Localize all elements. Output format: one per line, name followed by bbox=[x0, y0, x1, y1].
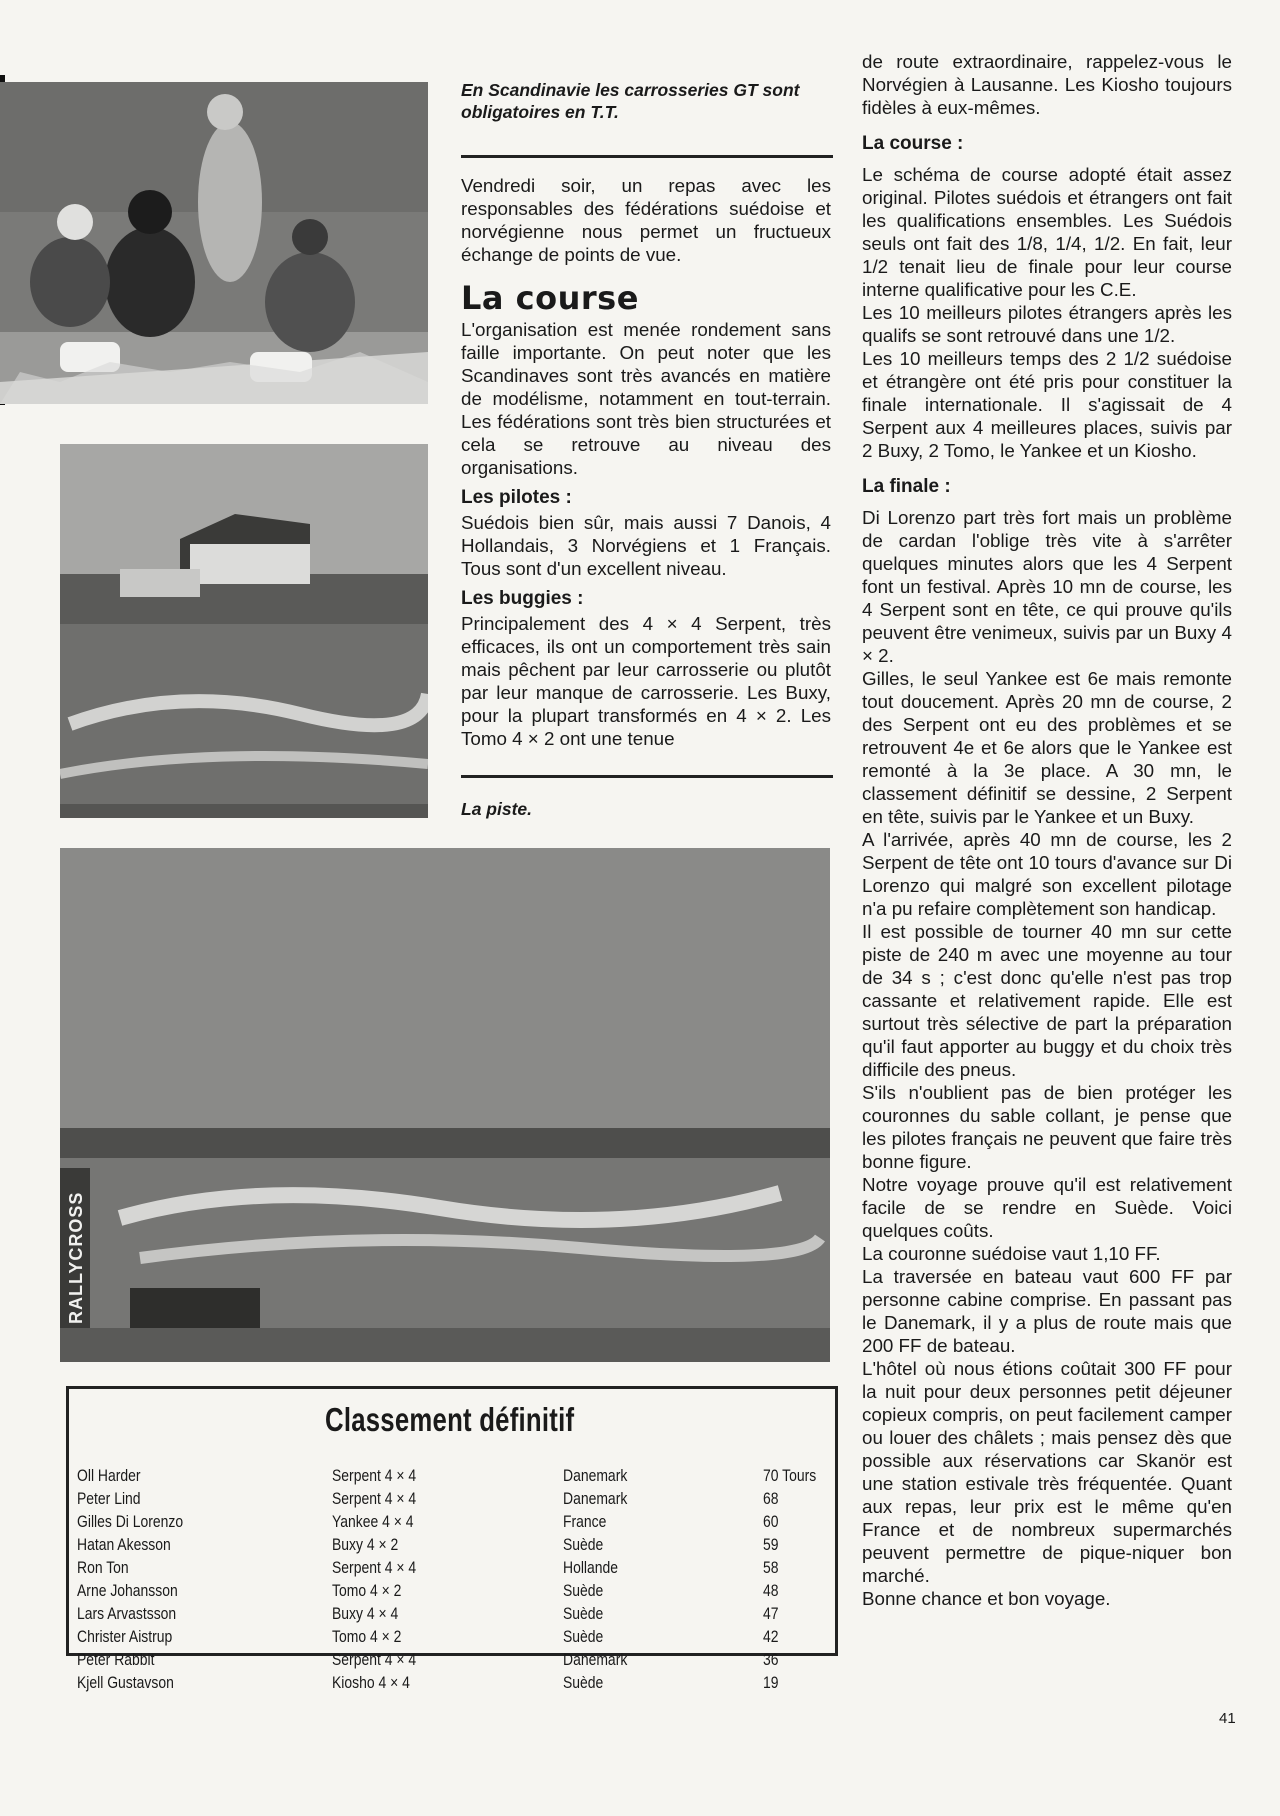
voyage-paragraph-5: Bonne chance et bon voyage. bbox=[862, 1588, 1111, 1609]
voyage-paragraph-4: L'hôtel où nous étions coûtait 300 FF pour la nuit pour deux personnes petit déjeuner copieux compris, on peut facilement camper ou louer des châlets ; mais pensez dès que possible aux réservations car Skanör est une station estivale très fréquentée. Quant aux repas, leur prix est le même qu'en France et de nombreux supermarchés peuvent permettre de pique-niquer bon marché. bbox=[862, 1358, 1232, 1586]
tours-cell: 59 bbox=[763, 1535, 779, 1554]
heading-les-buggies: Les buggies : bbox=[461, 588, 584, 609]
finale-paragraph-4: Il est possible de tourner 40 mn sur cette piste de 240 m avec une moyenne au tour de 34 s ; c'est donc qu'elle n'est pas trop cassante et relativement rapide. Elle est surtout très sélective de part la préparation qu'il faut apporter au buggy et du choix très difficile des pneus. bbox=[862, 921, 1232, 1080]
rule-top bbox=[461, 155, 833, 158]
caption-la-piste bbox=[461, 798, 661, 820]
pilote-cell: Gilles Di Lorenzo bbox=[77, 1512, 184, 1531]
finale-paragraph-3: A l'arrivée, après 40 mn de course, les 2 Serpent de tête ont 10 tours d'avance sur Di Lorenzo qui malgré son excellent pilotage n'a pu refaire complètement son handicap. bbox=[862, 829, 1232, 919]
voiture-cell: Buxy 4 × 2 bbox=[332, 1535, 399, 1554]
voiture-cell: Serpent 4 × 4 bbox=[332, 1489, 417, 1508]
rule-piste bbox=[461, 775, 833, 778]
tours-cell: 36 bbox=[763, 1650, 779, 1669]
voyage-paragraph-2: La couronne suédoise vaut 1,10 FF. bbox=[862, 1243, 1161, 1264]
photo-la-piste bbox=[60, 848, 830, 1362]
photo-house-track bbox=[60, 444, 428, 818]
heading-la-course: La course bbox=[461, 279, 639, 317]
voiture-cell: Serpent 4 × 4 bbox=[332, 1466, 417, 1485]
caption-scandinavie bbox=[461, 79, 833, 123]
pilote-cell: Ron Ton bbox=[77, 1558, 129, 1577]
voiture-cell: Tomo 4 × 2 bbox=[332, 1581, 402, 1600]
voiture-cell: Tomo 4 × 2 bbox=[332, 1627, 402, 1646]
page-number: 41 bbox=[1219, 1710, 1236, 1727]
voiture-cell: Buxy 4 × 4 bbox=[332, 1604, 399, 1623]
heading-les-pilotes: Les pilotes : bbox=[461, 487, 572, 508]
column-right bbox=[862, 50, 1232, 1610]
pays-cell: Suède bbox=[563, 1627, 604, 1646]
pays-cell: Hollande bbox=[563, 1558, 619, 1577]
pays-cell: Danemark bbox=[563, 1489, 628, 1508]
tours-cell: 70 Tours bbox=[763, 1466, 817, 1485]
voiture-cell: Yankee 4 × 4 bbox=[332, 1512, 414, 1531]
finale-paragraph-1: Di Lorenzo part très fort mais un problème de cardan l'oblige très vite à s'arrêter quelques minutes alors que les 4 Serpent font un festival. Après 10 mn de course, les 4 Serpent sont en tête, ce qui prouve qu'ils peuvent être venimeux, suivis par un Buxy 4 × 2. bbox=[862, 507, 1232, 666]
tours-cell: 42 bbox=[763, 1627, 779, 1646]
heading-la-finale: La finale : bbox=[862, 476, 951, 497]
buggies-paragraph: Principalement des 4 × 4 Serpent, très efficaces, ils ont un comportement très sain mais pêchent par leur carrosserie ou plutôt par leur manque de carrosserie. Les Buxy, pour la plupart transformés en 4 × 2. Les Tomo 4 × 2 ont une tenue bbox=[461, 613, 831, 749]
pilote-cell: Peter Rabbit bbox=[77, 1650, 155, 1669]
pays-cell: Danemark bbox=[563, 1466, 628, 1485]
course-paragraph-3: Les 10 meilleurs temps des 2 1/2 suédoise et étrangère ont été pris pour constituer la finale internationale. Il s'agissait de 4 Serpent aux 4 meilleures places, suivis par 2 Buxy, 2 Tomo, le Yankee et un Kiosho. bbox=[862, 348, 1232, 461]
pays-cell: Suède bbox=[563, 1673, 604, 1692]
voiture-cell: Serpent 4 × 4 bbox=[332, 1650, 417, 1669]
tours-cell: 47 bbox=[763, 1604, 779, 1623]
rallycross-sign: RALLYCROSS bbox=[66, 1191, 86, 1324]
finale-paragraph-2: Gilles, le seul Yankee est 6e mais remonte tout doucement. Après 20 mn de course, 2 des Serpent ont eu des problèmes et se retrouvent 4e et 6e alors que le Yankee est remonté à la 3e place. A 30 mn, le classement définitif se dessine, 2 Serpent en tête, suivis par le Yankee et un Buxy. bbox=[862, 668, 1232, 827]
voyage-paragraph-3: La traversée en bateau vaut 600 FF par personne cabine comprise. En passant pas le Danemark, il y a plus de route mais que 200 FF de bateau. bbox=[862, 1266, 1232, 1356]
tours-cell: 19 bbox=[763, 1673, 779, 1692]
tours-cell: 48 bbox=[763, 1581, 779, 1600]
intro-paragraph: Vendredi soir, un repas avec les responsables des fédérations suédoise et norvégienne nous permet un fructueux échange de points de vue. bbox=[461, 175, 831, 265]
pilote-cell: Christer Aistrup bbox=[77, 1627, 173, 1646]
course-paragraph-2: Les 10 meilleurs pilotes étrangers après les qualifs se sont retrouvé dans une 1/2. bbox=[862, 302, 1232, 346]
pays-cell: Suède bbox=[563, 1535, 604, 1554]
finale-paragraph-5: S'ils n'oublient pas de bien protéger les couronnes du sable collant, je pense que les pilotes français ne peuvent que faire très bonne figure. bbox=[862, 1082, 1232, 1172]
tours-cell: 58 bbox=[763, 1558, 779, 1577]
tours-cell: 68 bbox=[763, 1489, 779, 1508]
caption-la-piste-text: La piste. bbox=[461, 799, 532, 819]
classement-box bbox=[66, 1386, 838, 1692]
course-paragraph-1: Le schéma de course adopté était assez original. Pilotes suédois et étrangers ont fait les qualifications ensembles. Les Suédois seuls ont fait des 1/8, 1/4, 1/2. En fait, leur 1/2 tenait lieu de finale pour leur course interne qualificative pour les C.E. bbox=[862, 164, 1232, 300]
pilote-cell: Kjell Gustavson bbox=[77, 1673, 174, 1692]
pilote-cell: Lars Arvastsson bbox=[77, 1604, 177, 1623]
tours-cell: 60 bbox=[763, 1512, 779, 1531]
pays-cell: Suède bbox=[563, 1581, 604, 1600]
classement-title: Classement définitif bbox=[325, 1401, 575, 1438]
pilote-cell: Peter Lind bbox=[77, 1489, 141, 1508]
heading-la-course-schema: La course : bbox=[862, 133, 964, 154]
pays-cell: Danemark bbox=[563, 1650, 628, 1669]
pilote-cell: Arne Johansson bbox=[77, 1581, 178, 1600]
pilote-cell: Hatan Akesson bbox=[77, 1535, 171, 1554]
organisation-paragraph: L'organisation est menée rondement sans faille importante. On peut noter que les Scandinaves sont très avancés en matière de modélisme, notamment en tout-terrain. Les fédérations sont très bien structurées et cela se retrouve au niveau des organisations. bbox=[461, 319, 831, 478]
voyage-paragraph-1: Notre voyage prouve qu'il est relativement facile de se rendre en Suède. Voici quelques coûts. bbox=[862, 1174, 1232, 1241]
pilote-cell: Oll Harder bbox=[77, 1466, 141, 1485]
pays-cell: France bbox=[563, 1512, 607, 1531]
tenue-continuation: de route extraordinaire, rappelez-vous le Norvégien à Lausanne. Les Kiosho toujours fidèles à eux-mêmes. bbox=[862, 51, 1232, 118]
voiture-cell: Kiosho 4 × 4 bbox=[332, 1673, 410, 1692]
voiture-cell: Serpent 4 × 4 bbox=[332, 1558, 417, 1577]
caption-scandinavie-text: En Scandinavie les carrosseries GT sont obligatoires en T.T. bbox=[461, 80, 800, 122]
pays-cell: Suède bbox=[563, 1604, 604, 1623]
column-middle bbox=[461, 174, 831, 750]
pilotes-paragraph: Suédois bien sûr, mais aussi 7 Danois, 4 Hollandais, 3 Norvégiens et 1 Français. Tous sont d'un excellent niveau. bbox=[461, 512, 831, 579]
photo-pilots-gt-cars bbox=[0, 82, 428, 404]
